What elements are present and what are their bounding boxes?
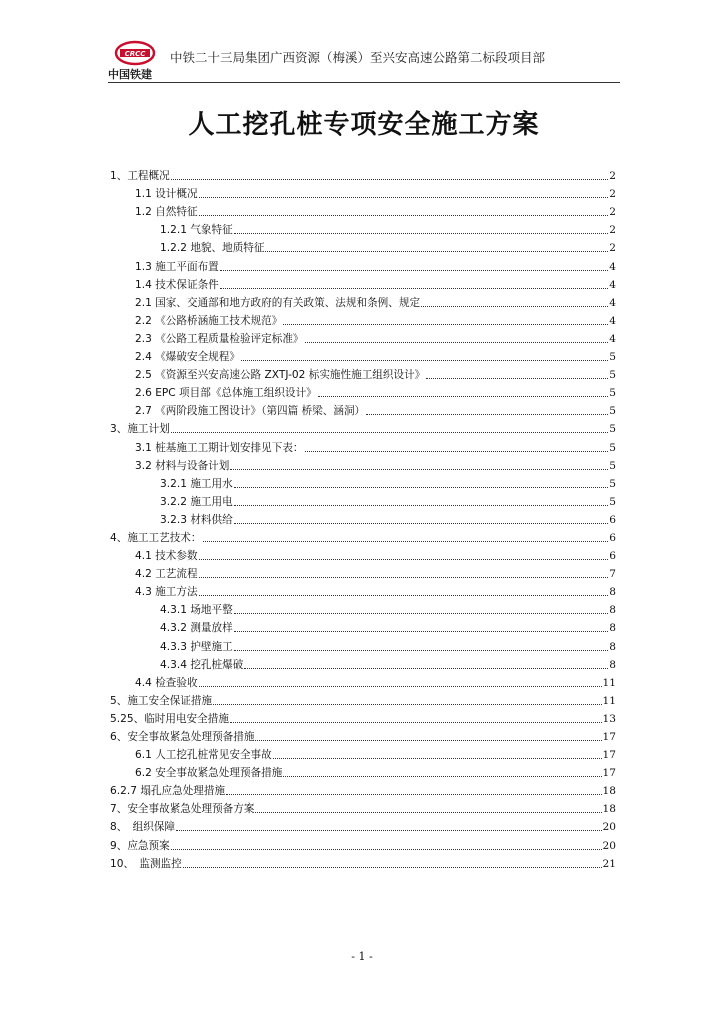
svg-text:CRCC: CRCC bbox=[124, 50, 146, 58]
header-org-line: 中铁二十三局集团广西资源（梅溪）至兴安高速公路第二标段项目部 bbox=[170, 50, 546, 65]
toc-entry-label: 4.2 工艺流程 bbox=[135, 568, 198, 581]
toc-entry-page: 17 bbox=[602, 749, 616, 762]
toc-entry[interactable] bbox=[110, 274, 616, 292]
toc-entry-page: 4 bbox=[609, 314, 616, 327]
toc-entry-label: 3.2.2 施工用电 bbox=[160, 495, 233, 508]
toc-leader-dots bbox=[366, 413, 608, 415]
toc-entry-label: 2.5 《资源至兴安高速公路 ZXTJ-02 标实施性施工组织设计》 bbox=[135, 369, 426, 382]
page-header bbox=[108, 38, 618, 84]
toc-entry-page: 13 bbox=[602, 712, 616, 725]
toc-leader-dots bbox=[234, 486, 609, 488]
toc-entry-page: 5 bbox=[609, 405, 616, 418]
toc-leader-dots bbox=[244, 667, 608, 669]
toc-entry-label: 5.25、临时用电安全措施 bbox=[110, 712, 229, 725]
toc-entry[interactable] bbox=[110, 165, 616, 183]
toc-entry[interactable] bbox=[110, 599, 616, 617]
toc-leader-dots bbox=[220, 287, 608, 289]
toc-leader-dots bbox=[199, 594, 609, 596]
toc-entry[interactable] bbox=[110, 183, 616, 201]
toc-entry[interactable] bbox=[110, 382, 616, 400]
toc-entry-page: 7 bbox=[609, 568, 616, 581]
toc-entry-page: 4 bbox=[609, 260, 616, 273]
toc-entry[interactable] bbox=[110, 690, 616, 708]
toc-entry-page: 5 bbox=[609, 387, 616, 400]
toc-leader-dots bbox=[171, 431, 609, 433]
toc-leader-dots bbox=[230, 468, 608, 470]
toc-leader-dots bbox=[230, 721, 602, 723]
toc-entry-page: 5 bbox=[609, 459, 616, 472]
toc-entry-label: 4.1 技术参数 bbox=[135, 550, 198, 563]
toc-leader-dots bbox=[421, 305, 608, 307]
toc-entry-label: 2.1 国家、交通部和地方政府的有关政策、法规和条例、规定 bbox=[135, 296, 421, 309]
toc-leader-dots bbox=[241, 359, 608, 361]
toc-entry-label: 4.3 施工方法 bbox=[135, 586, 198, 599]
toc-entry-page: 4 bbox=[609, 332, 616, 345]
toc-entry-label: 2.3 《公路工程质量检验评定标准》 bbox=[135, 332, 304, 345]
toc-entry-page: 4 bbox=[609, 296, 616, 309]
toc-leader-dots bbox=[234, 630, 609, 632]
toc-entry-page: 11 bbox=[602, 694, 616, 707]
toc-entry[interactable] bbox=[110, 780, 616, 798]
toc-entry-page: 6 bbox=[609, 550, 616, 563]
toc-entry[interactable] bbox=[110, 418, 616, 436]
toc-entry-label: 4.3.1 场地平整 bbox=[160, 604, 233, 617]
toc-entry[interactable] bbox=[110, 491, 616, 509]
toc-entry-label: 1.1 设计概况 bbox=[135, 188, 198, 201]
toc-leader-dots bbox=[176, 829, 602, 831]
toc-entry[interactable] bbox=[110, 853, 616, 871]
page-number: - 1 - bbox=[351, 950, 373, 963]
toc-entry-page: 6 bbox=[609, 531, 616, 544]
toc-entry-page: 20 bbox=[602, 839, 616, 852]
toc-leader-dots bbox=[305, 341, 609, 343]
toc-entry[interactable] bbox=[110, 219, 616, 237]
toc-entry[interactable] bbox=[110, 672, 616, 690]
toc-entry-label: 1.2.1 气象特征 bbox=[160, 224, 233, 237]
toc-entry[interactable] bbox=[110, 726, 616, 744]
toc-leader-dots bbox=[255, 739, 601, 741]
toc-leader-dots bbox=[226, 793, 601, 795]
toc-entry[interactable] bbox=[110, 834, 616, 852]
toc-leader-dots bbox=[305, 450, 609, 452]
toc-entry-label: 6、安全事故紧急处理预备措施 bbox=[110, 731, 255, 743]
toc-leader-dots bbox=[199, 196, 609, 198]
toc-entry-label: 4、施工工艺技术： bbox=[110, 531, 202, 544]
toc-entry[interactable] bbox=[110, 473, 616, 491]
toc-leader-dots bbox=[234, 232, 609, 234]
toc-entry[interactable] bbox=[110, 509, 616, 527]
toc-entry-page: 18 bbox=[602, 803, 616, 816]
toc-entry[interactable] bbox=[110, 744, 616, 762]
toc-entry-page: 8 bbox=[609, 604, 616, 617]
toc-entry-page: 2 bbox=[609, 206, 616, 219]
toc-entry[interactable] bbox=[110, 292, 616, 310]
toc-leader-dots bbox=[234, 612, 609, 614]
toc-entry[interactable] bbox=[110, 455, 616, 473]
toc-entry-label: 6.2.7 塌孔应急处理措施 bbox=[110, 785, 226, 798]
toc-entry[interactable] bbox=[110, 436, 616, 454]
toc-entry-label: 6.1 人工挖孔桩常见安全事故 bbox=[135, 749, 272, 762]
toc-entry-label: 6.2 安全事故紧急处理预备措施 bbox=[135, 767, 283, 780]
toc-entry-page: 8 bbox=[609, 640, 616, 653]
toc-entry-label: 2.6 EPC 项目部《总体施工组织设计》 bbox=[135, 387, 317, 400]
toc-leader-dots bbox=[213, 703, 601, 705]
toc-entry-page: 5 bbox=[609, 369, 616, 382]
crcc-logo bbox=[108, 38, 162, 84]
toc-entry[interactable] bbox=[110, 635, 616, 653]
toc-entry-label: 3、施工计划 bbox=[110, 423, 170, 436]
toc-entry-page: 11 bbox=[602, 676, 616, 689]
toc-leader-dots bbox=[255, 811, 601, 813]
toc-entry-page: 2 bbox=[609, 242, 616, 255]
toc-leader-dots bbox=[203, 540, 609, 542]
toc-entry[interactable] bbox=[110, 708, 616, 726]
toc-entry-label: 4.3.3 护壁施工 bbox=[160, 640, 233, 653]
logo-text: 中国铁建 bbox=[108, 68, 152, 81]
toc-entry-page: 2 bbox=[609, 224, 616, 237]
toc-entry-label: 1、工程概况 bbox=[110, 170, 170, 183]
toc-entry-page: 5 bbox=[609, 477, 616, 490]
toc-entry-page: 8 bbox=[609, 658, 616, 671]
toc-entry[interactable] bbox=[110, 201, 616, 219]
toc-leader-dots bbox=[318, 395, 608, 397]
toc-entry-label: 2.2 《公路桥涵施工技术规范》 bbox=[135, 314, 283, 327]
toc-entry[interactable] bbox=[110, 816, 616, 834]
toc-entry-page: 2 bbox=[609, 188, 616, 201]
toc-entry-label: 1.3 施工平面布置 bbox=[135, 260, 219, 273]
toc-entry-page: 4 bbox=[609, 278, 616, 291]
table-of-contents bbox=[110, 165, 616, 871]
toc-leader-dots bbox=[199, 214, 609, 216]
toc-entry-label: 3.2.1 施工用水 bbox=[160, 477, 233, 490]
toc-entry[interactable] bbox=[110, 617, 616, 635]
toc-entry-page: 8 bbox=[609, 622, 616, 635]
toc-entry[interactable] bbox=[110, 762, 616, 780]
toc-entry-page: 5 bbox=[609, 423, 616, 436]
toc-entry-label: 8、 组织保障 bbox=[110, 821, 176, 834]
toc-entry-label: 7、安全事故紧急处理预备方案 bbox=[110, 803, 255, 816]
toc-entry-page: 5 bbox=[609, 441, 616, 454]
toc-entry-page: 8 bbox=[609, 586, 616, 599]
toc-leader-dots bbox=[171, 848, 602, 850]
toc-entry-label: 2.4 《爆破安全规程》 bbox=[135, 351, 240, 364]
toc-entry-label: 2.7 《两阶段施工图设计》（第四篇 桥梁、涵洞） bbox=[135, 405, 366, 418]
toc-leader-dots bbox=[273, 757, 602, 759]
toc-entry-page: 17 bbox=[602, 767, 616, 780]
toc-leader-dots bbox=[265, 250, 608, 252]
toc-entry[interactable] bbox=[110, 255, 616, 273]
toc-leader-dots bbox=[199, 685, 602, 687]
toc-entry-page: 2 bbox=[609, 170, 616, 183]
toc-entry[interactable] bbox=[110, 346, 616, 364]
document-title: 人工挖孔桩专项安全施工方案 bbox=[188, 110, 540, 140]
toc-leader-dots bbox=[220, 269, 608, 271]
toc-entry-label: 1.4 技术保证条件 bbox=[135, 278, 219, 291]
toc-leader-dots bbox=[234, 649, 609, 651]
toc-entry[interactable] bbox=[110, 328, 616, 346]
toc-entry[interactable] bbox=[110, 364, 616, 382]
toc-entry-label: 4.4 检查验收 bbox=[135, 676, 198, 689]
toc-entry[interactable] bbox=[110, 798, 616, 816]
toc-entry-label: 4.3.2 测量放样 bbox=[160, 622, 233, 635]
toc-entry-page: 21 bbox=[602, 857, 616, 870]
toc-entry-label: 10、 监测监控 bbox=[110, 857, 182, 870]
toc-leader-dots bbox=[171, 178, 609, 180]
toc-entry[interactable] bbox=[110, 527, 616, 545]
toc-entry-label: 3.2 材料与设备计划 bbox=[135, 459, 230, 472]
toc-entry-page: 18 bbox=[602, 785, 616, 798]
toc-leader-dots bbox=[234, 522, 609, 524]
toc-entry[interactable] bbox=[110, 581, 616, 599]
toc-entry-page: 6 bbox=[609, 513, 616, 526]
toc-leader-dots bbox=[283, 775, 601, 777]
toc-leader-dots bbox=[199, 576, 609, 578]
toc-entry-label: 1.2 自然特征 bbox=[135, 206, 198, 219]
toc-entry[interactable] bbox=[110, 563, 616, 581]
toc-entry-label: 1.2.2 地貌、地质特征 bbox=[160, 242, 265, 255]
toc-entry-label: 3.2.3 材料供给 bbox=[160, 513, 233, 526]
toc-entry[interactable] bbox=[110, 310, 616, 328]
toc-entry-page: 5 bbox=[609, 351, 616, 364]
toc-entry[interactable] bbox=[110, 400, 616, 418]
toc-entry-page: 20 bbox=[602, 821, 616, 834]
toc-entry-page: 5 bbox=[609, 495, 616, 508]
toc-entry-label: 5、施工安全保证措施 bbox=[110, 694, 213, 707]
toc-entry-label: 9、应急预案 bbox=[110, 839, 170, 852]
crcc-logo-icon bbox=[114, 40, 156, 66]
toc-entry[interactable] bbox=[110, 545, 616, 563]
toc-entry-page: 17 bbox=[602, 731, 616, 743]
toc-leader-dots bbox=[199, 558, 609, 560]
toc-leader-dots bbox=[283, 323, 608, 325]
toc-entry[interactable] bbox=[110, 654, 616, 672]
toc-leader-dots bbox=[234, 504, 609, 506]
toc-leader-dots bbox=[183, 866, 602, 868]
toc-leader-dots bbox=[426, 377, 608, 379]
toc-entry-label: 4.3.4 挖孔桩爆破 bbox=[160, 658, 244, 671]
toc-entry-label: 3.1 桩基施工工期计划安排见下表： bbox=[135, 441, 304, 454]
toc-entry[interactable] bbox=[110, 237, 616, 255]
header-divider bbox=[108, 82, 620, 83]
